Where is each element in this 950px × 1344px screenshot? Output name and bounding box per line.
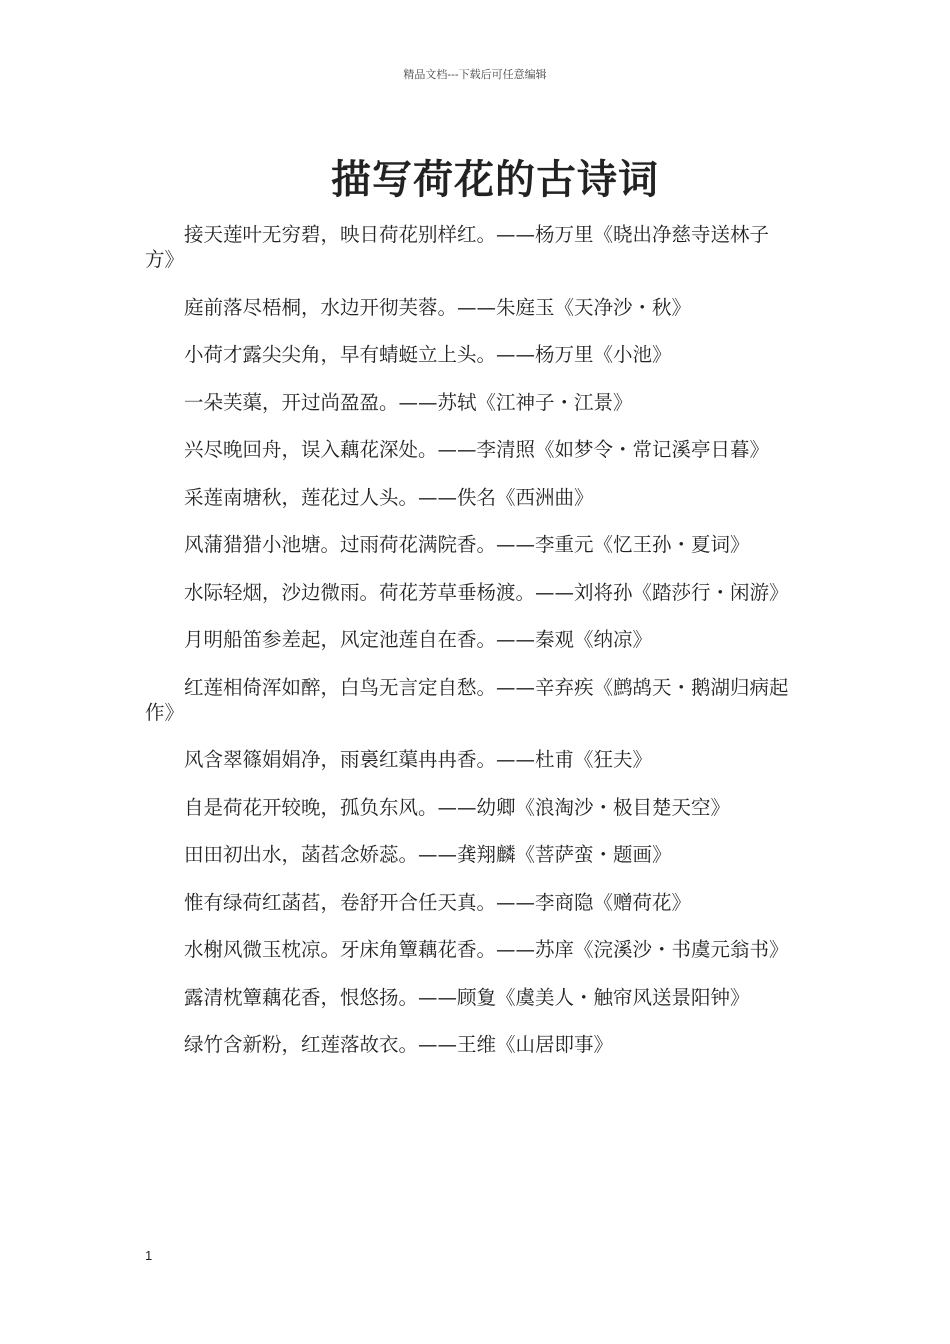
verse-paragraph: 田田初出水，菡萏念娇蕊。——龚翔麟《菩萨蛮・题画》	[184, 843, 672, 866]
verse-paragraph: 绿竹含新粉，红莲落故衣。——王维《山居即事》	[184, 1033, 614, 1056]
page-header: 精品文档---下载后可任意编辑	[403, 68, 547, 81]
verse-paragraph: 一朵芙蕖，开过尚盈盈。——苏轼《江神子・江景》	[184, 390, 633, 414]
verse-paragraph: 接天莲叶无穷碧，映日荷花别样红。——杨万里《晓出净慈寺送林子方》	[145, 223, 770, 271]
verse-paragraph: 水榭风微玉枕凉。牙床角簟藕花香。——苏庠《浣溪沙・书虞元翁书》	[184, 938, 789, 961]
page-number: 1	[145, 1248, 153, 1263]
verse-paragraph: 采莲南塘秋，莲花过人头。——佚名《西洲曲》	[184, 485, 594, 509]
verse-paragraph: 红莲相倚浑如醉，白鸟无言定自愁。——辛弃疾《鹧鸪天・鹅湖归病起作》	[145, 675, 789, 724]
verse-paragraph: 惟有绿荷红菡萏，卷舒开合任天真。——李商隐《赠荷花》	[184, 890, 692, 914]
verse-paragraph: 小荷才露尖尖角，早有蜻蜓立上头。——杨万里《小池》	[184, 343, 672, 366]
verse-paragraph: 自是荷花开较晚，孤负东风。——幼卿《浪淘沙・极目楚天空》	[184, 795, 731, 819]
verse-paragraph: 庭前落尽梧桐，水边开彻芙蓉。——朱庭玉《天净沙・秋》	[184, 295, 692, 319]
verse-paragraph: 露清枕簟藕花香，恨悠扬。——顾夐《虞美人・触帘风送景阳钟》	[184, 985, 750, 1009]
document-title: 描写荷花的古诗词	[331, 157, 659, 203]
verse-paragraph: 月明船笛参差起，风定池莲自在香。——秦观《纳凉》	[184, 628, 653, 651]
verse-paragraph: 风蒲猎猎小池塘。过雨荷花满院香。——李重元《忆王孙・夏词》	[184, 533, 750, 556]
verse-paragraph: 兴尽晚回舟，误入藕花深处。——李清照《如梦令・常记溪亭日暮》	[184, 438, 770, 461]
verse-paragraph: 水际轻烟，沙边微雨。荷花芳草垂杨渡。——刘将孙《踏莎行・闲游》	[184, 580, 789, 604]
verse-paragraph: 风含翠篠娟娟净，雨裛红蕖冉冉香。——杜甫《狂夫》	[184, 748, 653, 771]
document-body	[145, 222, 790, 1080]
